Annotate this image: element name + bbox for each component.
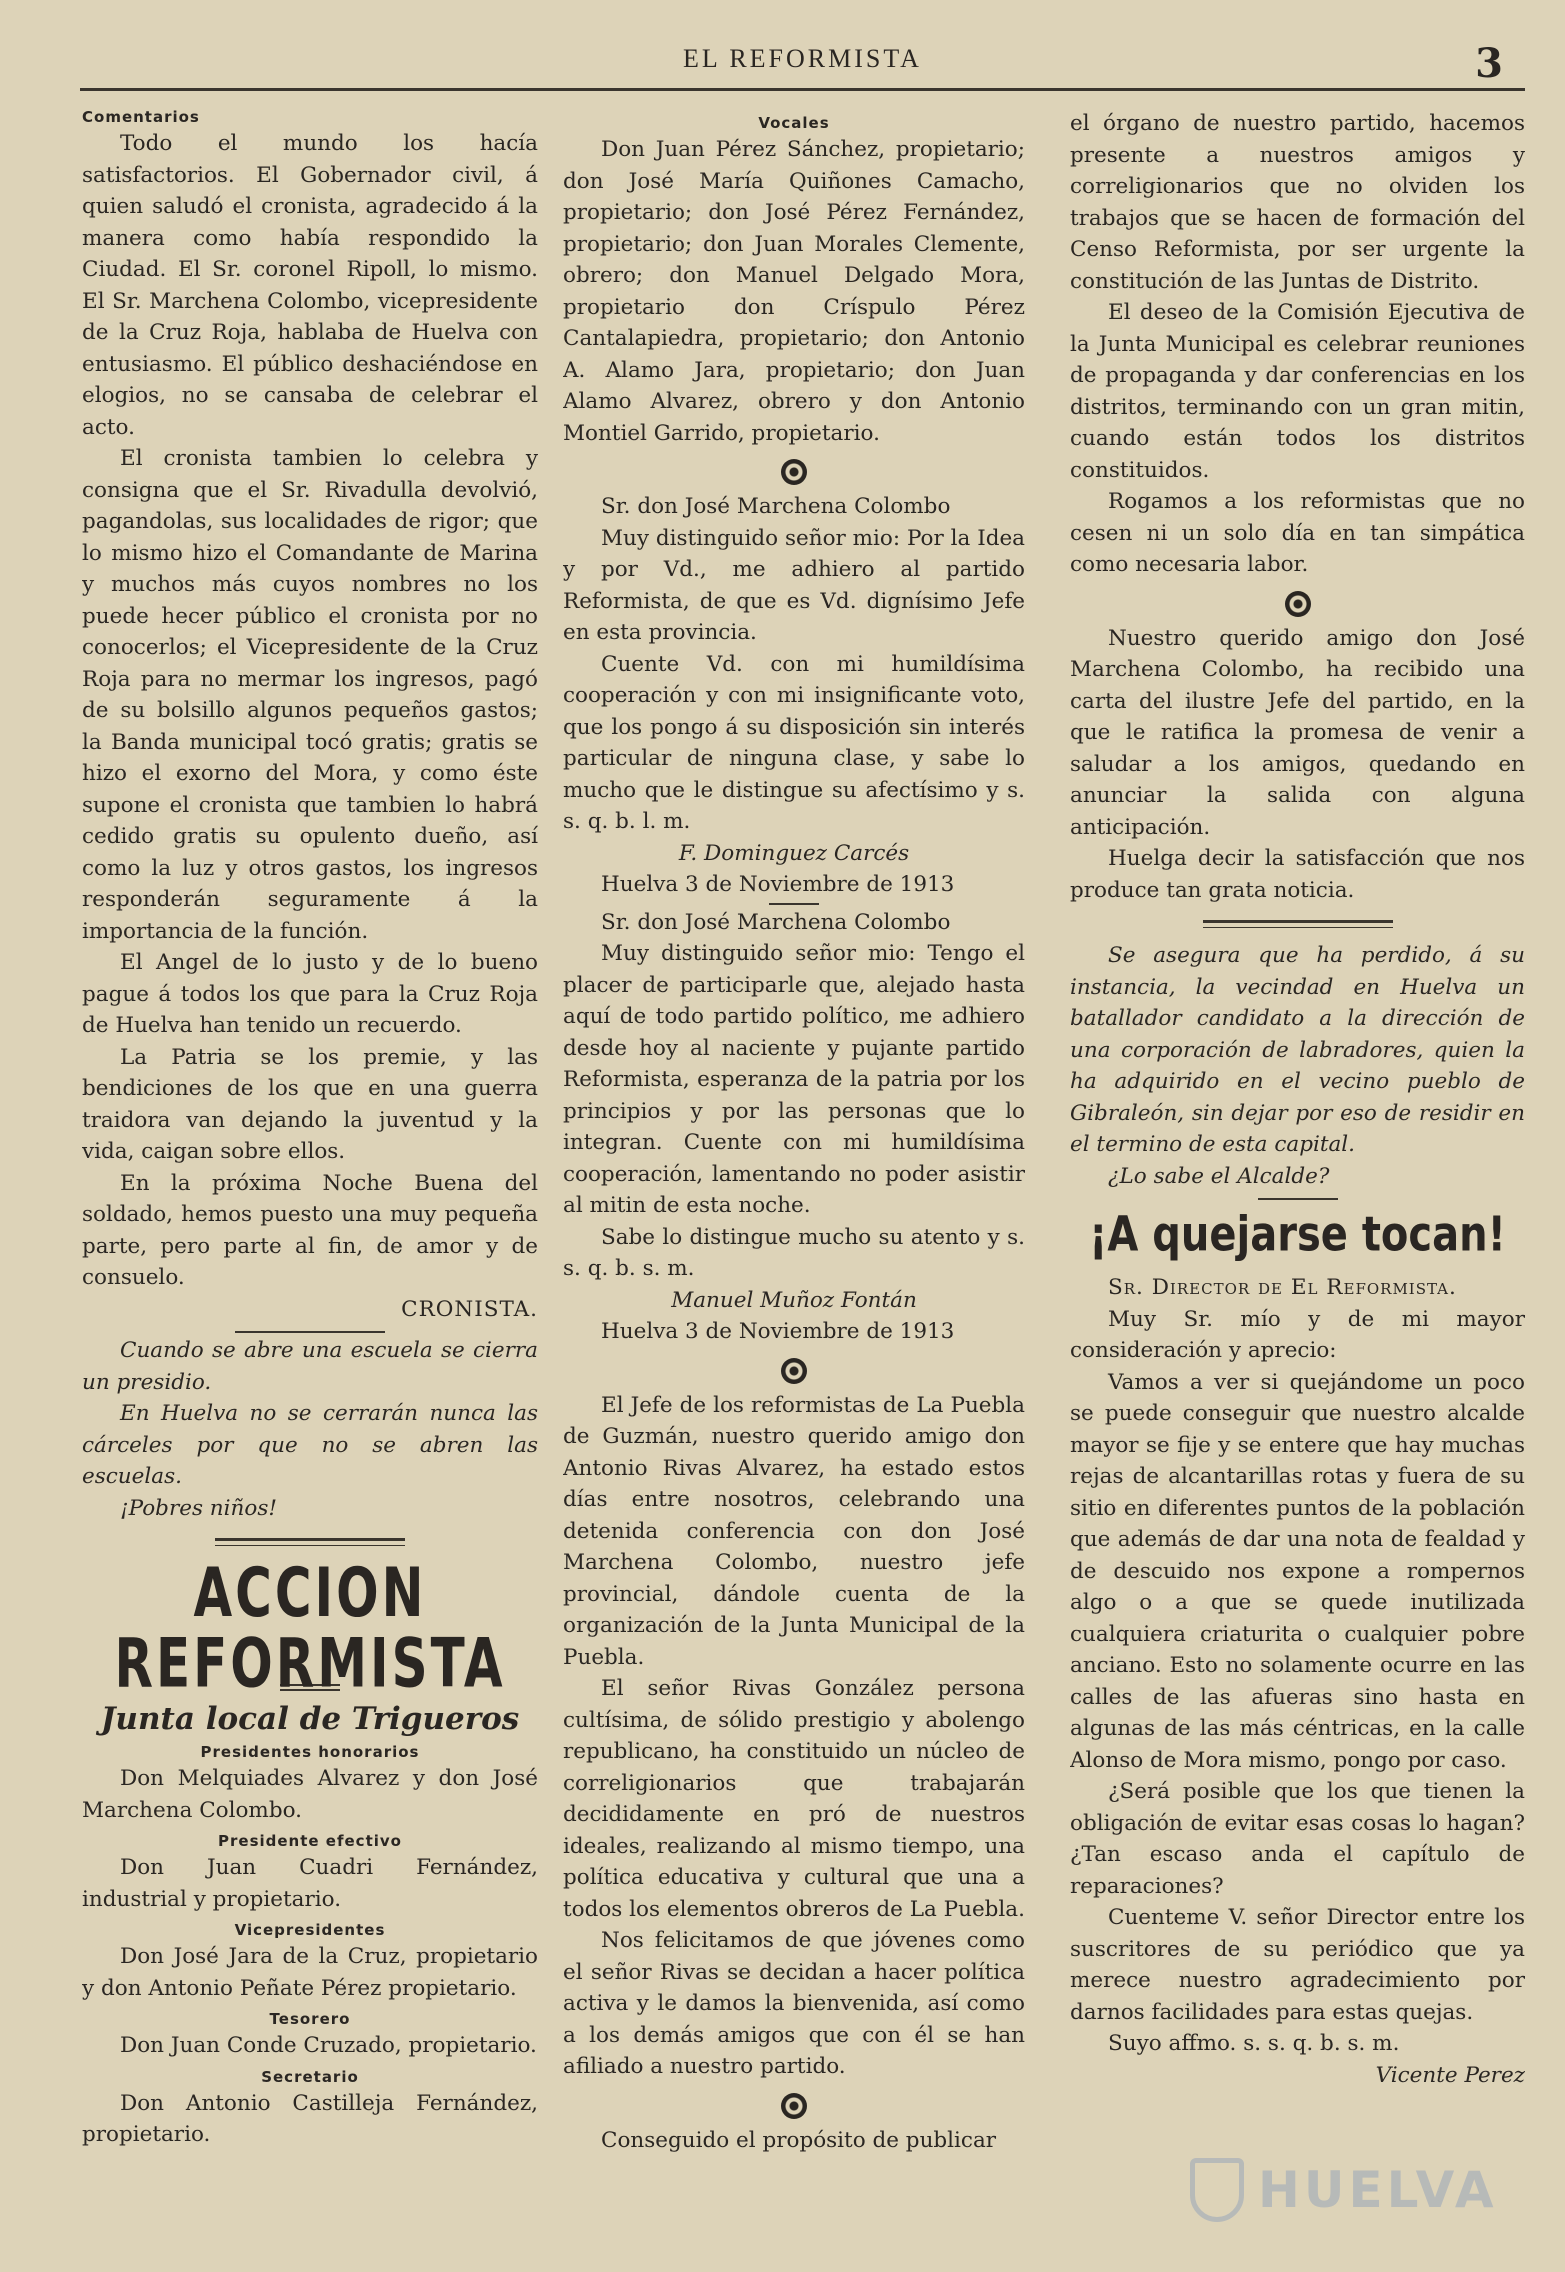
ornament-icon	[563, 459, 1025, 485]
presidente-label: Presidente efectivo	[218, 1832, 402, 1850]
paragraph: El Jefe de los reformistas de La Puebla de Guzmán, nuestro querido amigo don Antonio Rivas Alvarez, ha estado estos días entre nosotros, celebrando una detenida conferencia con don José Marchena Colombo, nuestro jefe provincial, dándole cuenta de la organización de la Junta Municipal de la Puebla.	[563, 1392, 1025, 1670]
paragraph: Cuenteme V. señor Director entre los suscritores de su periódico que ya merece nuestro agradecimiento por darnos facilidades para estas quejas.	[1070, 1905, 1525, 2025]
masthead	[80, 40, 1525, 90]
column-3	[1070, 108, 1525, 2258]
divider	[1258, 1198, 1338, 1200]
ornament-icon	[563, 1358, 1025, 1384]
paragraph: Muy distinguido señor mio: Por la Idea y por Vd., me adhiero al partido Reformista, de que es Vd. dignísimo Jefe en esta provincia.	[563, 525, 1025, 645]
paragraph: Conseguido el propósito de publicar	[601, 2127, 997, 2153]
paragraph: El Angel de lo justo y de lo bueno pague á todos los que para la Cruz Roja de Huelva han tenido un recuerdo.	[82, 950, 538, 1038]
letter-salutation: Sr. don José Marchena Colombo	[601, 909, 951, 935]
paragraph: Vamos a ver si quejándome un poco se puede conseguir que nuestro alcalde mayor se fije y se entere que hay muchas rejas de alcantarillas rotas y fuera de su sitio en diferentes puntos de la población que además de dar una nota de fealdad y de descuido nos expone a rompernos algo o a que se quede inutilizada cualquiera criaturita o cualquier pobre anciano. Esto no solamente ocurre en las calles de las afueras sino hasta en algunas de las más céntricas, en la calle Alonso de Mora mismo, pongo por caso.	[1070, 1369, 1525, 1773]
tesorero-label: Tesorero	[269, 2010, 351, 2028]
paragraph: ¿Será posible que los que tienen la obligación de evitar esas cosas lo hagan? ¿Tan escaso anda el capítulo de reparaciones?	[1070, 1779, 1525, 1899]
paragraph: Nuestro querido amigo don José Marchena Colombo, ha recibido una carta del ilustre Jefe del partido, en la que le ratifica la promesa de venir a saludar a los amigos, quedando en anunciar la salida con alguna anticipación.	[1070, 625, 1525, 840]
paragraph: Muy Sr. mío y de mi mayor consideración y aprecio:	[1070, 1306, 1525, 1363]
shield-icon	[1190, 2158, 1244, 2222]
italic-paragraph: En Huelva no se cerrarán nunca las cárceles por que no se abren las escuelas.	[82, 1401, 538, 1489]
vocales-label: Vocales	[758, 114, 830, 132]
watermark-text: HUELVA	[1258, 2161, 1498, 2219]
paragraph: Cuente Vd. con mi humildísima cooperación y con mi insignificante voto, que los pongo á su disposición sin interés particular de ninguna clase, y sabe lo mucho que le distingue su afectísimo y s. s. q. b. l. m.	[563, 651, 1025, 834]
divider	[235, 1331, 385, 1333]
italic-paragraph: Cuando se abre una escuela se cierra un presidio.	[82, 1338, 538, 1395]
masthead-rule	[80, 88, 1525, 91]
paragraph: Don Juan Conde Cruzado, propietario.	[120, 2033, 537, 2058]
accion-reformista-title: ACCION REFORMISTA	[114, 1553, 506, 1703]
paragraph: Don Melquiades Alvarez y don José Marchena Colombo.	[82, 1766, 538, 1823]
newspaper-title: EL REFORMISTA	[683, 44, 922, 73]
paragraph: El señor Rivas González persona cultísima, de sólido prestigio y abolengo republicano, ha constituido un núcleo de correligionarios que trabajarán decididamente en pró de nuestros ideales, realizando al mismo tiempo, una política educativa y cultural que una a todos los elementos obreros de La Puebla.	[563, 1676, 1025, 1922]
letter-signature: F. Dominguez Carcés	[678, 840, 910, 866]
column-2	[563, 108, 1025, 2258]
page-number: 3	[1475, 40, 1503, 87]
divider	[1203, 920, 1393, 928]
paragraph: En la próxima Noche Buena del soldado, hemos puesto una muy pequeña parte, pero parte al fin, de amor y de consuelo.	[82, 1170, 538, 1290]
paragraph: Don José Jara de la Cruz, propietario y don Antonio Peñate Pérez propietario.	[82, 1944, 538, 2001]
italic-paragraph: ¿Lo sabe el Alcalde?	[1108, 1163, 1330, 1189]
paragraph: Don Juan Pérez Sánchez, propietario; don José María Quiñones Camacho, propietario; don José Pérez Fernández, propietario; don Juan Morales Clemente, obrero; don Manuel Delgado Mora, propietario don Críspulo Pérez Cantalapiedra, propietario; don Antonio A. Alamo Jara, propietario; don Juan Alamo Alvarez, obrero y don Antonio Montiel Garrido, propietario.	[563, 137, 1025, 446]
paragraph: Sabe lo distingue mucho su atento y s. s. q. b. s. m.	[563, 1224, 1025, 1281]
archive-watermark	[1190, 2150, 1510, 2230]
italic-paragraph: Se asegura que ha perdido, á su instancia, la vecindad en Huelva un batallador candidato a la dirección de una corporación de labradores, quien la ha adquirido en el vecino pueblo de Gibraleón, sin dejar por eso de residir en el termino de esta capital.	[1070, 943, 1525, 1157]
vicepresidentes-label: Vicepresidentes	[234, 1921, 386, 1939]
ornament-icon	[563, 2093, 1025, 2119]
paragraph: Don Juan Cuadri Fernández, industrial y propietario.	[82, 1855, 538, 1912]
cronista-signature: CRONISTA.	[401, 1296, 538, 1322]
divider	[769, 903, 819, 905]
letter-signature: Manuel Muñoz Fontán	[671, 1287, 917, 1313]
paragraph: el órgano de nuestro partido, hacemos presente a nuestros amigos y correligionarios que no olviden los trabajos que se hacen de formación del Censo Reformista, por ser urgente la constitución de las Juntas de Distrito.	[1070, 111, 1525, 294]
paragraph: El deseo de la Comisión Ejecutiva de la Junta Municipal es celebrar reuniones de propaganda y dar conferencias en los distritos, terminando con un gran mitin, cuando están todos los distritos constituidos.	[1070, 300, 1525, 483]
secretario-label: Secretario	[261, 2067, 359, 2086]
paragraph: Muy distinguido señor mio: Tengo el placer de participarle que, alejado hasta aquí de todo partido político, me adhiero desde hoy al naciente y pujante partido Reformista, esperanza de la patria por los principios y por las personas que lo integran. Cuente con mi humildísima cooperación, lamentando no poder asistir al mitin de esta noche.	[563, 941, 1025, 1218]
paragraph: Rogamos a los reformistas que no cesen ni un solo día en tan simpática como necesaria labor.	[1070, 489, 1525, 577]
letter-date: Huelva 3 de Noviembre de 1913	[601, 1319, 955, 1344]
comentarios-label: Comentarios	[82, 108, 200, 126]
letter-signature: Vicente Perez	[1375, 2062, 1525, 2088]
presidentes-label: Presidentes honorarios	[200, 1743, 420, 1761]
letter-salutation: Sr. don José Marchena Colombo	[601, 494, 951, 519]
paragraph: La Patria se los premie, y las bendiciones de los que en una guerra traidora van dejando la juventud y la vida, caigan sobre ellos.	[82, 1044, 538, 1164]
paragraph: Suyo affmo. s. s. q. b. s. m.	[1108, 2031, 1400, 2056]
divider	[215, 1538, 405, 1546]
paragraph: Don Antonio Castilleja Fernández, propietario.	[82, 2090, 538, 2147]
letter-date: Huelva 3 de Noviembre de 1913	[601, 872, 955, 897]
paragraph: El cronista tambien lo celebra y consigna que el Sr. Rivadulla devolvió, pagandolas, sus localidades de rigor; que lo mismo hizo el Comandante de Marina y muchos más cuyos nombres no los puede hecer público el cronista por no conocerlos; el Vicepresidente de la Cruz Roja para no mermar los ingresos, pagó de su bolsillo algunos pequeños gastos; la Banda municipal tocó gratis; gratis se hizo el exorno del Mora, y como éste supone el cronista que tambien lo habrá cedido gratis su opulento dueño, así como la luz y otros gastos, los ingresos responderán seguramente á la importancia de la función.	[82, 446, 538, 944]
paragraph: Huelga decir la satisfacción que nos produce tan grata noticia.	[1070, 846, 1525, 903]
paragraph: Todo el mundo los hacía satisfactorios. El Gobernador civil, á quien saludó el cronista, agradecido á la manera como había respondido la Ciudad. El Sr. coronel Ripoll, lo mismo. El Sr. Marchena Colombo, vicepresidente de la Cruz Roja, hablaba de Huelva con entusiasmo. El público deshaciéndose en elogios, no se cansaba de celebrar el acto.	[82, 131, 538, 440]
italic-paragraph: ¡Pobres niños!	[120, 1495, 277, 1521]
column-1	[82, 108, 538, 2258]
ornament-icon	[1070, 591, 1525, 617]
headline: ¡A quejarse tocan!	[1089, 1207, 1506, 1263]
junta-title: Junta local de Trigueros	[100, 1701, 520, 1737]
paragraph: Nos felicitamos de que jóvenes como el señor Rivas se decidan a hacer política activa y le damos la bienvenida, así como a los demás amigos que con él se han afiliado a nuestro partido.	[563, 1928, 1025, 2079]
letter-salutation: Sr. Director de El Reformista.	[1108, 1275, 1457, 1300]
